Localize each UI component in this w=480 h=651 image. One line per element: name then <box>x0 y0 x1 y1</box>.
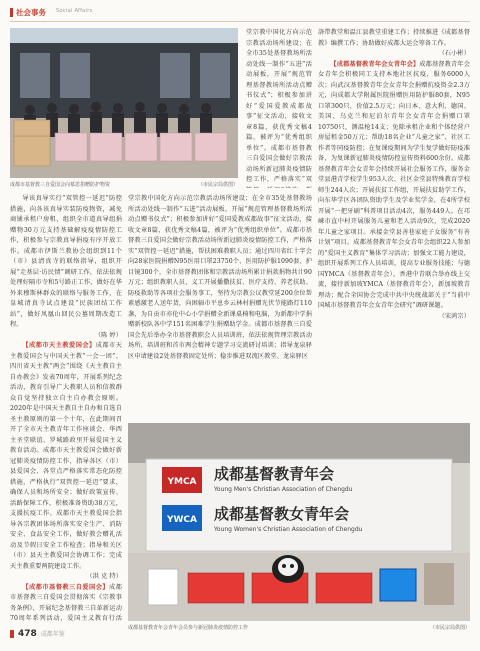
col3-signature: （石小彬） <box>438 50 470 57</box>
col2-text <box>246 28 312 188</box>
photo1-caption-row <box>10 181 238 188</box>
magazine-name: 成都年鉴 <box>40 631 65 638</box>
ywca-sign-cn: 成都基督教女青年会 <box>214 505 350 523</box>
photo2-caption-row <box>128 624 470 631</box>
photo2-caption: 成都基督教青年会青年会员参与新冠肺炎疫情防控工作 <box>128 625 249 631</box>
ymca-paragraph: 成都基督教青年会女青年会积极同工支持本地社区抗疫，服务6000人次；向武汉基督教青年会女青年会捐赠抗疫资金2.3万元，向成都大学附属医院捐赠医用防护服80套，N95口罩300只，价值2.5万元；向日本、意大利、德国、美国、乌克兰和尼泊尔青年会女青年会捐赠口罩10750只，测温枪14支；免除承租企业和个体经营户房屋租金50万元；帮助18名企业“儿童之家”、社区工作者等同疫防控；在复课疫期间为学生复学做好防疫准备，为复课新冠肺炎疫情防控宣传资料600余份。成都基督教青年会女青年会持续开展社会服务工作，服务金堂县港青学校学生953人次、社区金堂县特殊教育学校师生244人次；开展扶贫工作组，开展扶贫助学工作，向东华学区各团队资助学生及学业奖学金，在4所学校开展“一把牙刷”科普项目活动4次，服务449人。在邛崃市直中村开展服务儿童和老人活动9次，完成2020年儿童之家项目。承接金堂县善巷家庭子女服务“有善计划”项目。成都基督教青年会女青年会组织22人参加的“爱国主义教育”集体学习活动；加强文工能力建设，组织开展系列工作人员培训，提高专业服务技能；与德国YMCA（基督教青年会），香港中青联合举办线上交流，接待新加坡YMCA（基督教青年会），新加坡教青理动；配合全国协会完成中共中央统战部关于“当前中国城市基督教青年会女青年会研究”调研课题。 <box>318 60 470 309</box>
page-footer <box>10 629 65 639</box>
catholic-paragraph: 成都市天主教爱国会与中国天主教“一会一团”、四川省天主教“两会”围绕《天主教自主自办教会》发表70周年，开展系列纪念活动，教育引导广大教职人员和信教群众自觉坚持独立自主自办教会原则。2020年是中国天主教自主自办和自选自圣主教原则的第一个十年，在此期间召开了全市天主教青年工作座谈会、华西主圣堂联谊、罗城路政里开展爱国主义教育活动。成都市天主教爱国会做好新冠肺炎疫情防控工作，指导各区（市）县爱国会、各堂点严格落实常态化防控措施，严格执行“双管控一延迟”要求，确保人员和场所安全；做好政策宣传、活路保障工作，积极准备资助38万元，支援抗疫工作。成都市天主教爱国会指导各宗教团体场所落实安全生产、消防安全、食品安全工作，做好教会赠礼活动及节假日安全工作检查；指导和关区（市）县天主教爱国会协调工作；完成天主教重要两院建设工作。 <box>10 342 122 570</box>
col1-text <box>10 194 122 624</box>
ywca-logo: YWCA <box>166 515 198 525</box>
donation-photo <box>10 28 238 178</box>
kicker-catholic: 【成都市天主教爱国会】 <box>22 342 96 349</box>
ymca-photo-image <box>128 423 470 621</box>
kicker-ymca: 【成都基督教青年会女青年会】 <box>330 60 420 68</box>
header-rule <box>10 21 470 22</box>
kicker-protestant: 【成都市基督教三自爱国会】 <box>22 583 110 591</box>
section-title-en: Social Affairs <box>56 8 93 14</box>
ymca-signature: （宋鸿宗） <box>438 312 470 320</box>
photo1-credit: （市民宗局供图） <box>197 182 238 188</box>
ymca-logo: YMCA <box>167 477 197 487</box>
donation-photo-image <box>10 28 238 178</box>
header-accent-bar <box>10 8 13 17</box>
protestant-paragraph: 成都市基督教三自爱国会贯彻落实《宗教事务条例》，开展纪念基督教三自革新运动70周年系列活动，爱国主义教育行活 <box>10 583 122 622</box>
page-header <box>10 6 470 20</box>
ywca-sign-en: Young Women's Christian Association of Chengdu <box>214 526 363 533</box>
ymca-sign-cn: 成都基督教青年会 <box>214 465 335 483</box>
section-title: 社会事务 <box>16 8 46 17</box>
footer-accent <box>10 630 14 638</box>
col2b-paragraph: 堂宗教中国化方向示范宗教活动场所建设；在全市35处基督教场所活动处线一制作“五进”活动展板，开展“规范管理基督教场所活动点赠书仪式”；积极参加讲好“爱国爱教成都故事”征文活动，接收文章8篇，获优秀文稿4篇，被评为“优秀组织单位”。成都市基督教三自爱国会做好宗教活动场所新冠肺炎疫情防控工作，严格落实“双管控一延迟”措施，帮扶困难教职人员；通过四川省红十字会向28家医院捐赠N95医用口罩23750个、医用防护服1090套、护目镜300个，全市基督教团体和宗教活动场所累计捐款捐物共计90万元；组织教职人员、义工开展播撒扶贫、医疗支持、养老扶助、防疫救助等各项社会服务事工，坚持为宗教公议教堂延200余位帮素感激老人送年货，向困辐市平息乡云林村捐赠光伏节能路灯110盏，为自贡市亦伦中心小学捐赠全新课桌椅和电脑，为新都中学捐赠新校队各中学151名困难学生捐赠助学金。成都市基督教三自爱国会先后举办全市基督教职会人员培训班，依法依规管理宗教活动场所，培训班和首市两会精神专题学习交流研讨培训；指导龙泉驿区申请建设2处基督教固定处所；稳步推进双流区教堂、龙泉驿区 <box>128 195 312 360</box>
photo2-credit: （市民宗局供图） <box>429 625 470 631</box>
col1-signature: （陈 婷） <box>94 331 122 339</box>
catholic-signature: （洪 克 特） <box>86 573 122 580</box>
photo1-caption: 成都市基督教三自爱国会向慕思捐赠防护物资 <box>10 182 111 188</box>
ymca-photo <box>128 423 470 621</box>
col2b-text <box>128 194 312 416</box>
col2-paragraph: 堂宗教中国化方向示范宗教活动场所建设；在全市35处基督教场所活动处线一制作“五进”活动展板，开展“规范管理基督教场所活动点赠书仪式”；积极参加讲好“爱国爱教成都故事”征文活动，接收文章8篇，获优秀文稿4篇，被评为“优秀组织单位”。成都市基督教三自爱国会做好宗教活动场所新冠肺炎疫情防控工作，严格落实“双 <box>246 29 312 183</box>
ymca-sign-en: Young Men's Christian Association of Chengdu <box>214 486 353 493</box>
col3-paragraph: 洛带教堂和温江县教堂重建工作；持续推进《成都基督教》编撰工作；协助做好成都大运会筹备工作。 <box>318 29 470 47</box>
col1-paragraph: 导该真导实行“双管控一延迟”防控措施，向各该真导实装防疫物资，减免商铺承租户房租，组织全市道真导组捐赠物30万元支持基础解疫疫情防控工作，积极参与宗教真导捐疫有序开放工作。成都市伊斯兰教协会组织到11个（市）县清真寺的联络指导，组织开展“走基层·访民情”调研工作，依法依规处理好隔市寺和5号路正工作，做好在华外来穆斯林群众的联络与服务工作，在皇城清真寺试点建设“民族团结工作站”，做好凤凰山回民公墓周期改造工程。 <box>10 195 122 328</box>
page-number: 478 <box>18 629 37 639</box>
col3-text <box>318 28 470 420</box>
